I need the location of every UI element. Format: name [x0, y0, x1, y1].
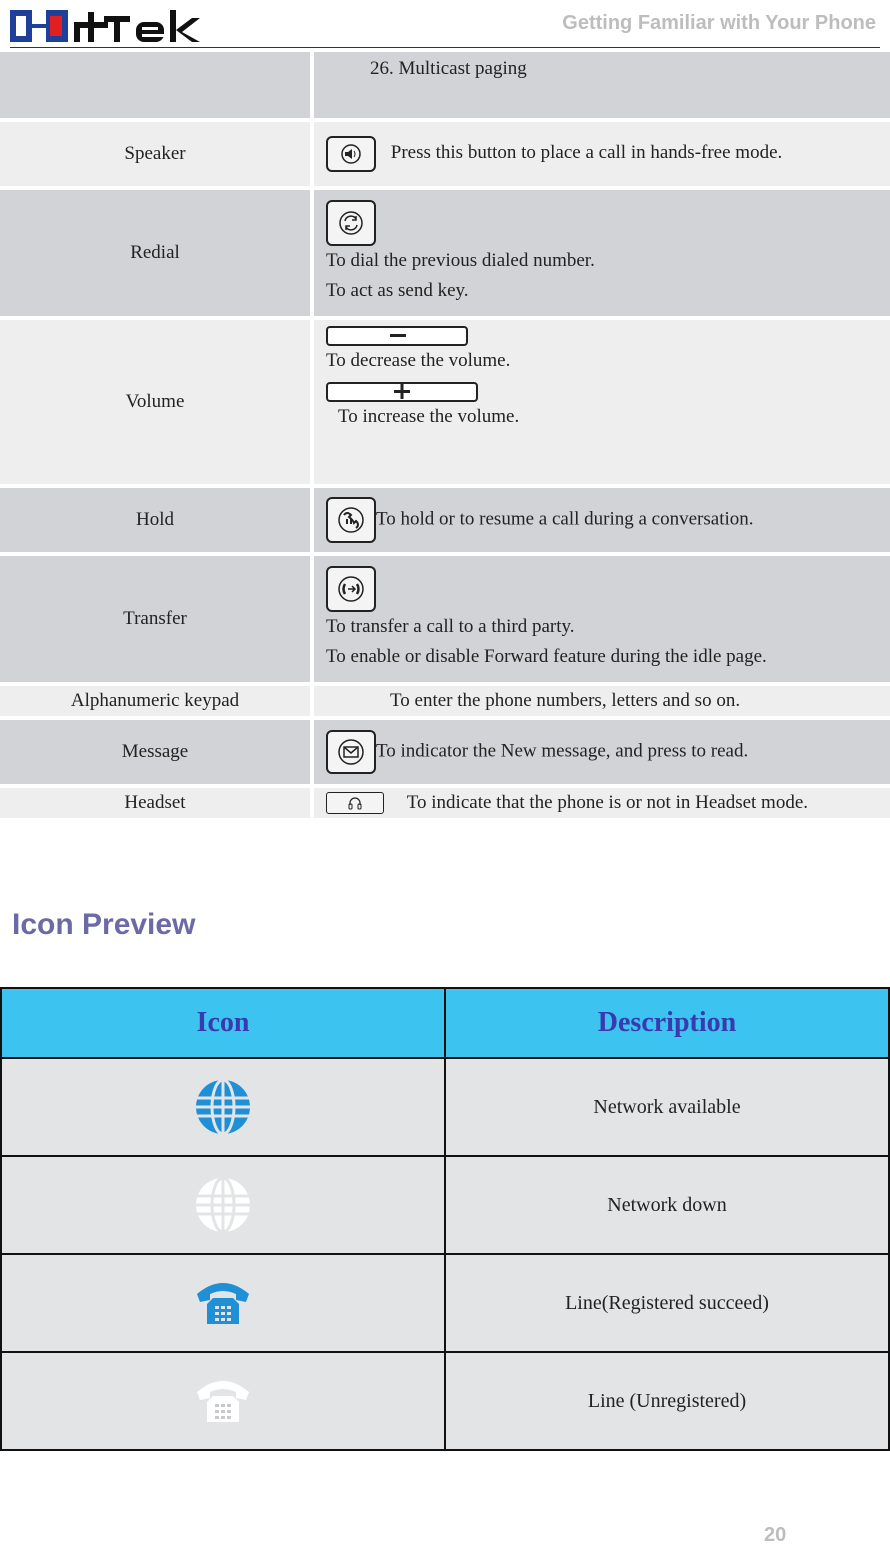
icon-cell — [1, 1156, 445, 1254]
key-description — [310, 52, 890, 118]
key-label: Transfer — [0, 556, 310, 682]
key-description — [310, 788, 890, 818]
table-row — [0, 556, 890, 682]
key-label: Redial — [0, 190, 310, 316]
table-row — [0, 686, 890, 716]
phone-white-icon — [193, 1376, 253, 1426]
keys-table — [0, 48, 890, 822]
description-cell: Network down — [445, 1156, 889, 1254]
key-label: Message — [0, 720, 310, 784]
key-description — [310, 488, 890, 552]
icon-cell — [1, 1352, 445, 1450]
hold-description: To hold or to resume a call during a conversation. — [376, 508, 754, 530]
key-label: Hold — [0, 488, 310, 552]
volume-down-text: To decrease the volume. — [326, 350, 511, 371]
icon-preview-title: Icon Preview — [12, 908, 196, 941]
description-column-header: Description — [445, 988, 889, 1058]
message-description: To indicator the New message, and press to read. — [376, 740, 749, 762]
key-label — [0, 52, 310, 118]
transfer-line-1: To transfer a call to a third party. — [326, 616, 575, 637]
volume-down-icon — [326, 326, 468, 346]
table-row — [0, 720, 890, 784]
table-row — [1, 1254, 889, 1352]
multicast-paging-text: 26. Multicast paging — [370, 58, 527, 79]
key-description — [310, 122, 890, 186]
key-description — [310, 190, 890, 316]
key-label: Alphanumeric keypad — [0, 686, 310, 716]
headset-description: To indicate that the phone is or not in Headset mode. — [406, 791, 809, 813]
key-description — [310, 556, 890, 682]
transfer-line-2: To enable or disable Forward feature during the idle page. — [326, 646, 767, 667]
table-row — [1, 1156, 889, 1254]
redial-line-1: To dial the previous dialed number. — [326, 250, 595, 271]
globe-white-icon — [194, 1176, 252, 1234]
key-label: Volume — [0, 320, 310, 484]
table-row — [0, 190, 890, 316]
icon-column-header: Icon — [1, 988, 445, 1058]
table-row — [0, 52, 890, 118]
phone-blue-icon — [193, 1278, 253, 1328]
volume-up-icon — [326, 382, 478, 402]
globe-blue-icon — [194, 1078, 252, 1136]
redial-line-2: To act as send key. — [326, 280, 469, 301]
transfer-icon — [326, 566, 376, 612]
key-description — [310, 320, 890, 484]
icon-cell — [1, 1254, 445, 1352]
table-row — [0, 122, 890, 186]
description-cell: Line (Unregistered) — [445, 1352, 889, 1450]
header-row — [1, 988, 889, 1058]
table-row — [1, 1058, 889, 1156]
page-number: 20 — [764, 1524, 787, 1546]
key-label: Speaker — [0, 122, 310, 186]
speaker-description: Press this button to place a call in hands-free mode. — [390, 142, 783, 164]
hold-icon — [326, 497, 376, 543]
icon-cell — [1, 1058, 445, 1156]
speaker-icon — [326, 136, 376, 172]
headset-icon — [326, 792, 384, 814]
table-row — [0, 488, 890, 552]
icon-preview-table — [0, 987, 890, 1451]
brand-logo — [10, 8, 202, 44]
volume-up-text: To increase the volume. — [338, 406, 520, 427]
description-cell: Network available — [445, 1058, 889, 1156]
table-row — [0, 320, 890, 484]
message-icon — [326, 730, 376, 774]
table-row — [1, 1352, 889, 1450]
key-description: To enter the phone numbers, letters and so on. — [310, 686, 890, 716]
table-row — [0, 788, 890, 818]
redial-icon — [326, 200, 376, 246]
key-description — [310, 720, 890, 784]
header-title: Getting Familiar with Your Phone — [562, 12, 876, 34]
key-label: Headset — [0, 788, 310, 818]
description-cell: Line(Registered succeed) — [445, 1254, 889, 1352]
